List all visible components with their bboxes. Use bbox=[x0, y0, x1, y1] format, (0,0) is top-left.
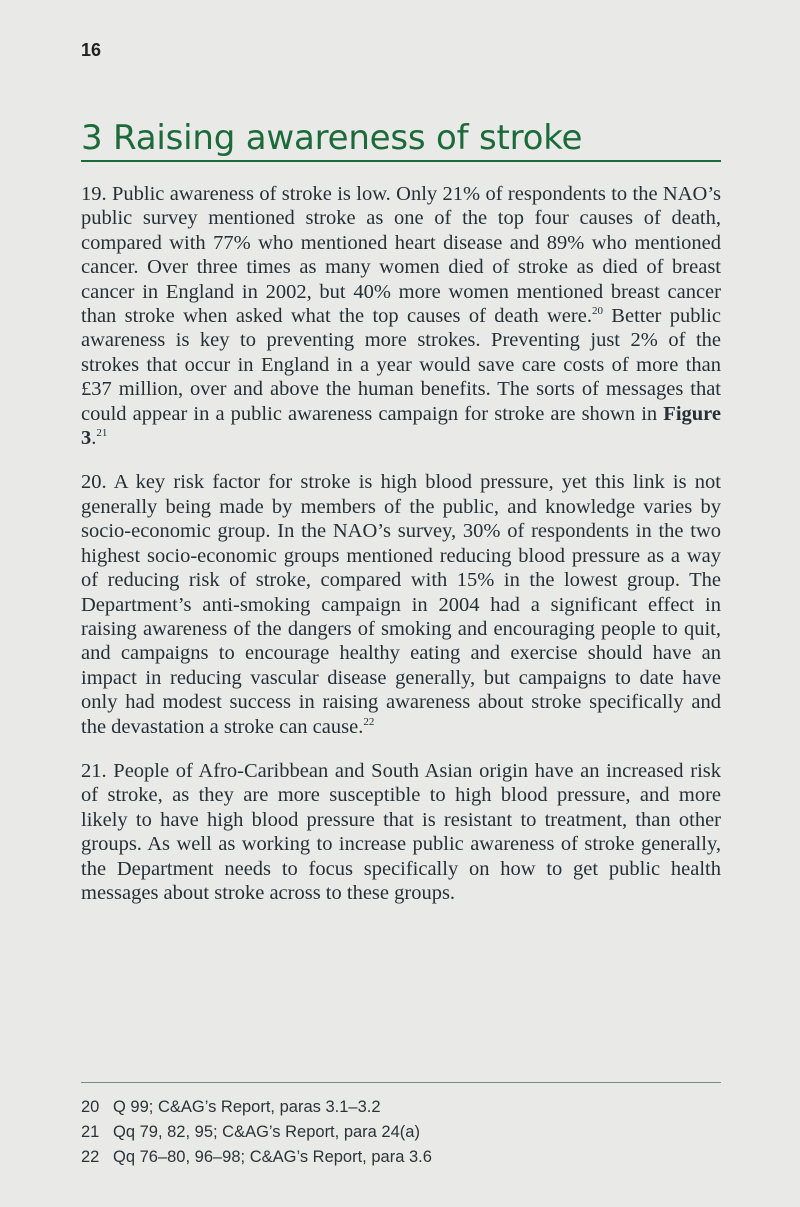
footnote-number: 22 bbox=[81, 1148, 100, 1166]
chapter-title: 3 Raising awareness of stroke bbox=[81, 118, 583, 158]
footnote-21 bbox=[81, 1120, 721, 1145]
footnote-22 bbox=[81, 1145, 721, 1170]
footnote-ref-20[interactable]: 20 bbox=[591, 305, 603, 318]
paragraph-19-text-c: . bbox=[91, 427, 97, 450]
paragraph-19-text-a: 19. Public awareness of stroke is low. Only 21% of respondents to the NAO’s public survey mentioned stroke as one of the top four causes of death, compared with 77% who mentioned heart disease and 89% who mentioned cancer. Over three times as many women died of stroke as died of breast cancer in England in 2002, but 40% more women mentioned breast cancer than stroke when asked what the top causes of death were. bbox=[81, 183, 721, 328]
paragraph-20 bbox=[81, 470, 721, 738]
footnote-rule bbox=[81, 1082, 721, 1083]
footnote-text: Qq 76–80, 96–98; C&AG’s Report, para 3.6 bbox=[113, 1148, 432, 1166]
body-text bbox=[81, 182, 721, 925]
paragraph-20-text: 20. A key risk factor for stroke is high blood pressure, yet this link is not generally being made by members of the public, and knowledge varies by socio-economic group. In the NAO’s survey, 30% of respondents in the two highest socio-economic groups mentioned reducing blood pressure as a way of reducing risk of stroke, compared with 15% in the lowest group. The Department’s anti-smoking campaign in 2004 had a significant effect in raising awareness of the dangers of smoking and encouraging people to quit, and campaigns to encourage healthy eating and exercise should have an impact in reducing vascular disease generally, but campaigns to date have only had modest success in raising awareness about stroke specifically and the devastation a stroke can cause. bbox=[81, 471, 721, 738]
footnote-number: 20 bbox=[81, 1098, 100, 1116]
title-rule bbox=[81, 160, 721, 162]
paragraph-21 bbox=[81, 759, 721, 905]
footnote-ref-21[interactable]: 21 bbox=[96, 427, 108, 440]
footnote-20 bbox=[81, 1095, 721, 1120]
page-number: 16 bbox=[81, 40, 102, 60]
footnote-text: Q 99; C&AG’s Report, paras 3.1–3.2 bbox=[113, 1098, 381, 1116]
paragraph-19 bbox=[81, 182, 721, 450]
paragraph-19-text-b: Better public awareness is key to preventing more strokes. Preventing just 2% of the strokes that occur in England in a year would save care costs of more than £37 million, over and above the human benefits. The sorts of messages that could appear in a public awareness campaign for stroke are shown in bbox=[81, 305, 721, 425]
footnote-number: 21 bbox=[81, 1123, 100, 1141]
paragraph-21-text: 21. People of Afro-Caribbean and South Asian origin have an increased risk of stroke, as they are more susceptible to high blood pressure, and more likely to have high blood pressure that is resistant to treatment, than other groups. As well as working to increase public awareness of stroke generally, the Department needs to focus specifically on how to get public health messages about stroke across to these groups. bbox=[81, 759, 721, 904]
figure-3-reference[interactable]: Figure 3 bbox=[81, 402, 721, 450]
footnotes bbox=[81, 1095, 721, 1170]
footnote-ref-22[interactable]: 22 bbox=[363, 715, 375, 728]
footnote-text: Qq 79, 82, 95; C&AG’s Report, para 24(a) bbox=[113, 1123, 420, 1141]
